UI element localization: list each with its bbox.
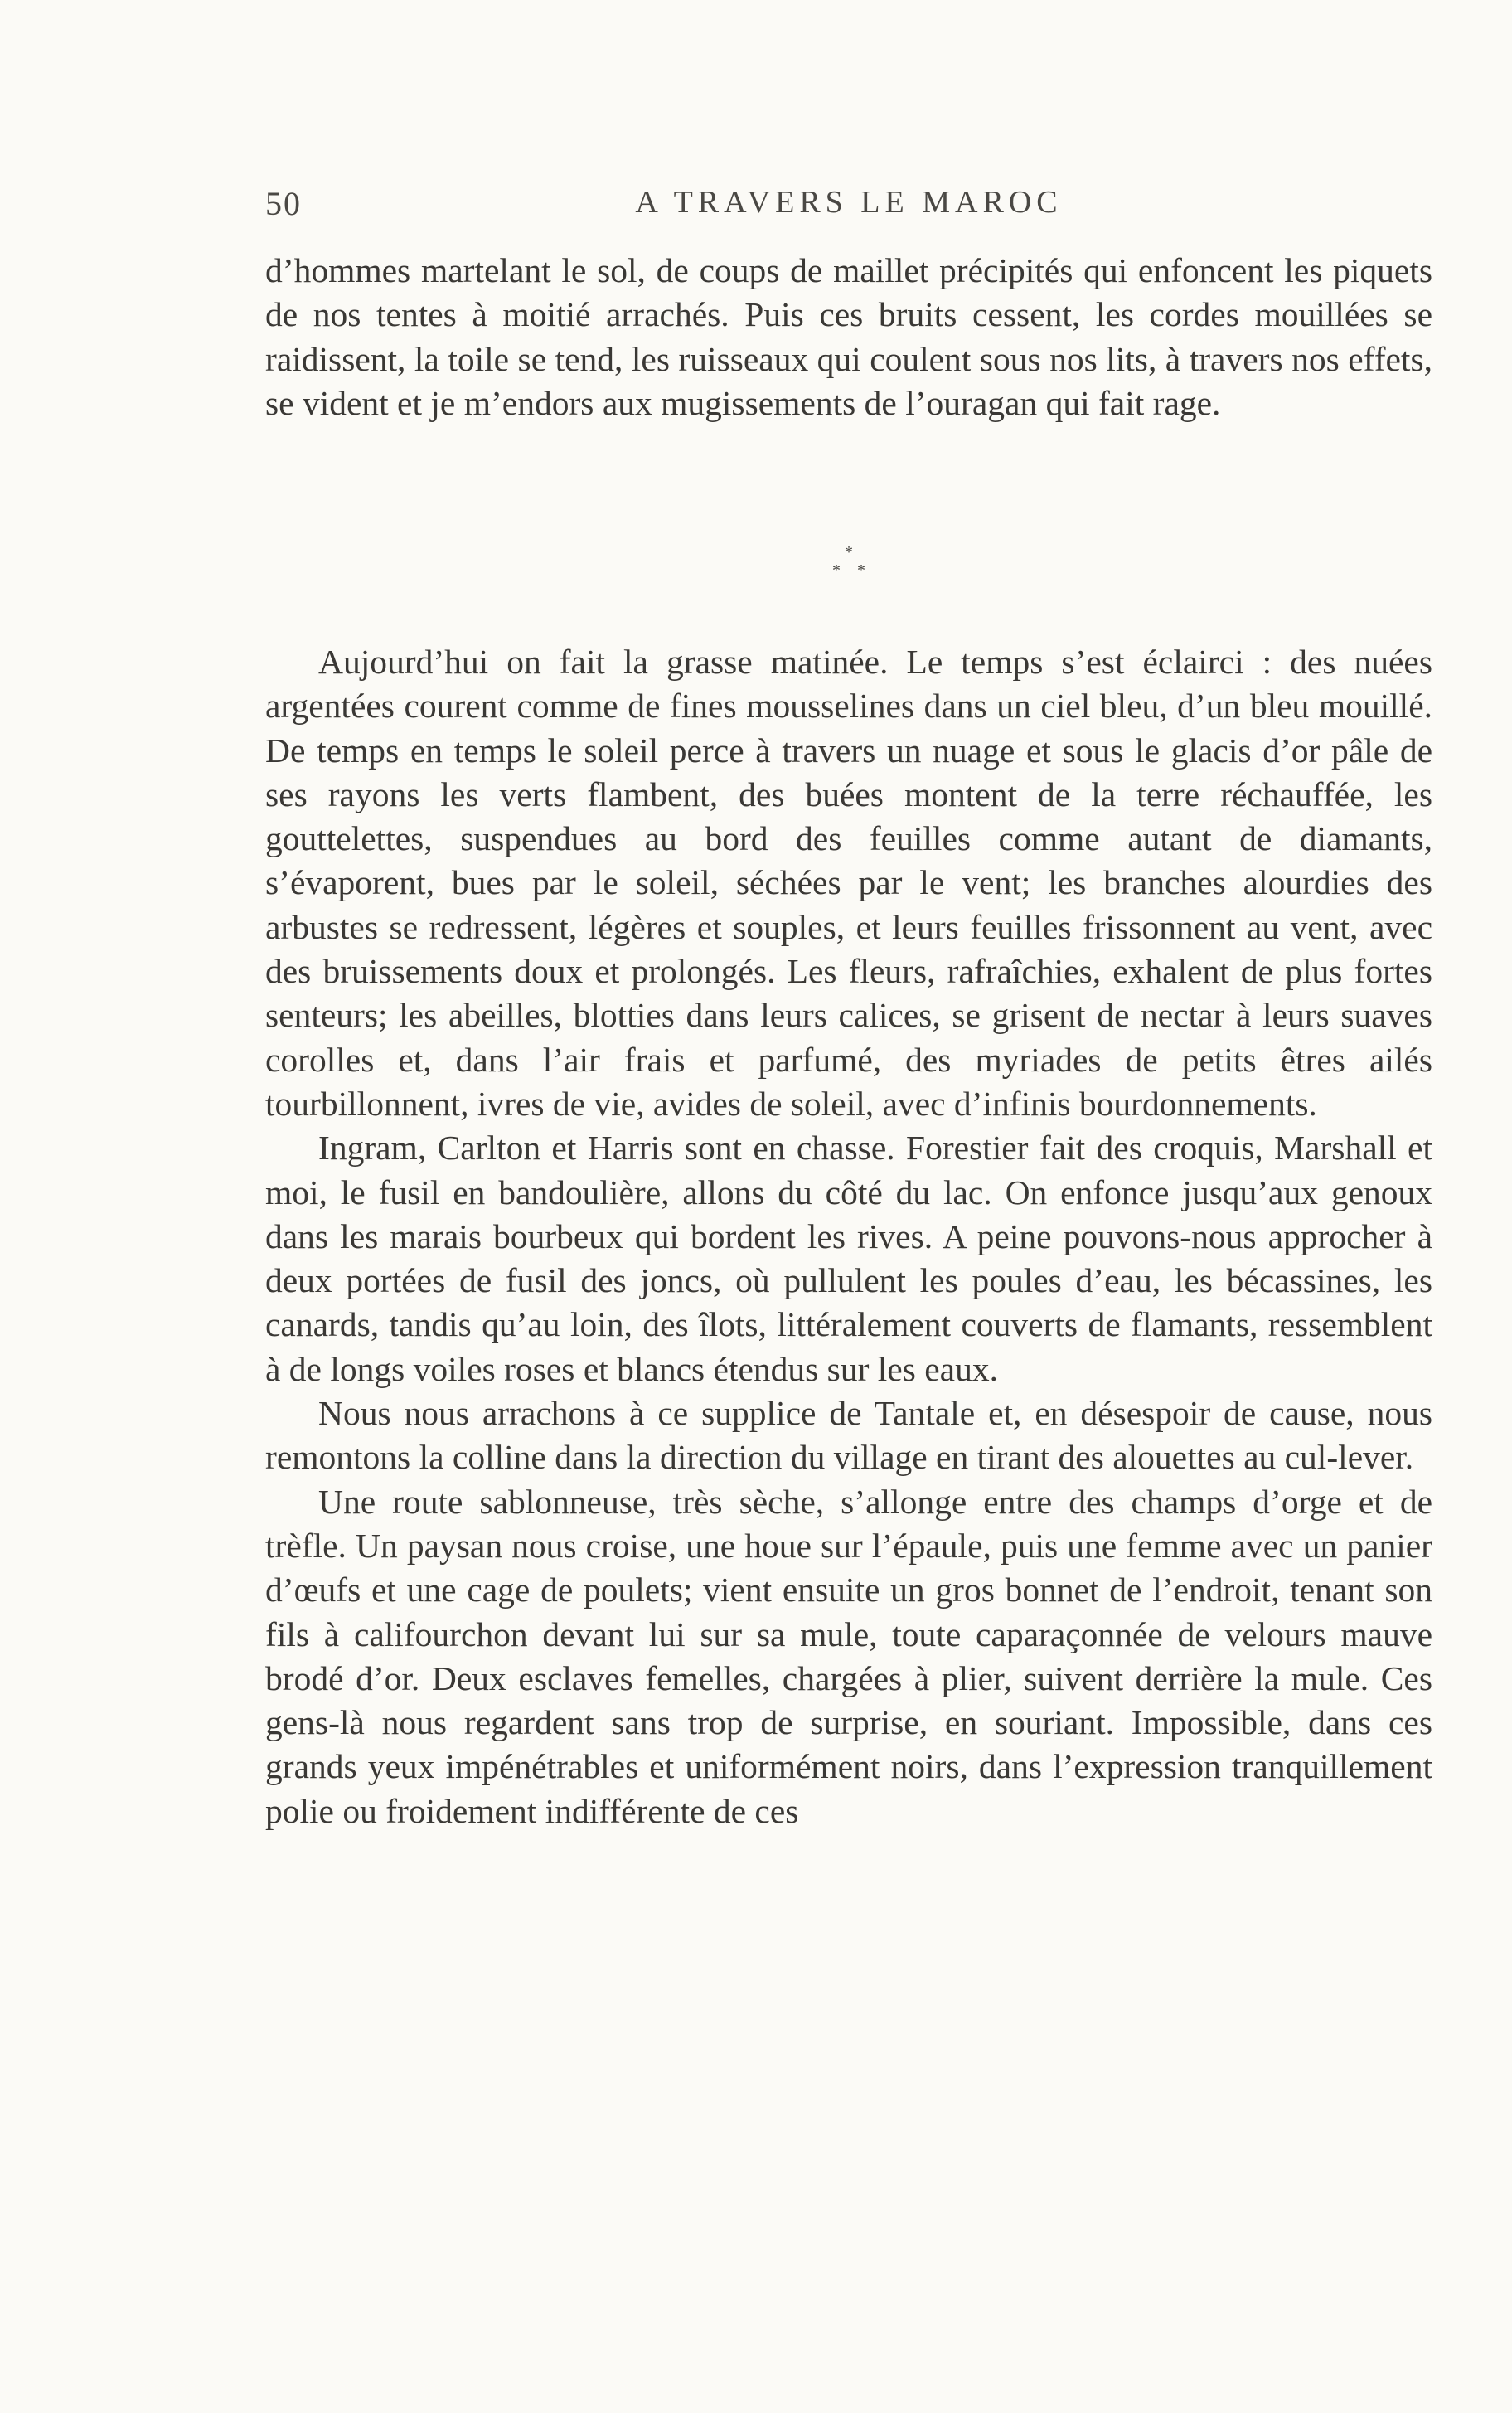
asterism-bottom-stars: ** — [832, 561, 882, 580]
paragraph-aujourdhui: Aujourd’hui on fait la grasse matinée. Le temps s’est éclairci : des nuées argentées courent comme de fines mousselines dans un ciel bleu, d’un bleu mouillé. De temps en temps le soleil perce à travers un nuage et sous le glacis d’or pâle de ses rayons les verts flambent, des buées montent de la terre réchauffée, les gouttelettes, suspendues au bord des feuilles comme autant de diamants, s’évaporent, bues par le soleil, séchées par le vent; les branches alourdies des arbustes se redressent, légères et souples, et leurs feuilles frissonnent au vent, avec des bruissements doux et prolongés. Les fleurs, rafraîchies, exhalent de plus fortes senteurs; les abeilles, blotties dans leurs calices, se grisent de nectar à leurs suaves corolles et, dans l’air frais et parfumé, des myriades de petits êtres ailés tourbillonnent, ivres de vie, avides de soleil, avec d’infinis bourdonnements. — [265, 643, 1432, 1123]
paragraph-nous: Nous nous arrachons à ce supplice de Tantale et, en désespoir de cause, nous remontons la colline dans la direction du village en tirant des alouettes au cul-lever. — [265, 1394, 1432, 1477]
page-number: 50 — [265, 185, 302, 222]
running-title: A TRAVERS LE MAROC — [635, 185, 1063, 220]
paragraph-ingram: Ingram, Carlton et Harris sont en chasse. Forestier fait des croquis, Marshall et moi, le fusil en bandoulière, allons du côté du lac. On enfonce jusqu’aux genoux dans les marais bourbeux qui bordent les rives. A peine pouvons-nous approcher à deux portées de fusil des joncs, où pullulent les poules d’eau, les bécassines, les canards, tandis qu’au loin, des îlots, littéralement couverts de flamants, ressemblent à de longs voiles roses et blancs étendus sur les eaux. — [265, 1129, 1432, 1388]
paragraph-route: Une route sablonneuse, très sèche, s’allonge entre des champs d’orge et de trèfle. Un paysan nous croise, une houe sur l’épaule, puis une femme avec un panier d’œufs et une cage de poulets; vient ensuite un gros bonnet de l’endroit, tenant son fils à califourchon devant lui sur sa mule, toute caparaçonnée de velours mauve brodé d’or. Deux esclaves femelles, chargées à plier, suivent derrière la mule. Ces gens-là nous regardent sans trop de surprise, en souriant. Impossible, dans ces grands yeux impénétrables et uniformément noirs, dans l’expression tranquillement polie ou froidement indifférente de ces — [265, 1482, 1432, 1830]
page-header — [265, 184, 1432, 226]
section-separator-asterism — [265, 543, 1432, 593]
paragraph-continuation: d’hommes martelant le sol, de coups de maillet précipités qui enfoncent les piquets de nos tentes à moitié arrachés. Puis ces bruits cessent, les cordes mouillées se raidissent, la toile se tend, les ruisseaux qui coulent sous nos lits, à travers nos effets, se vident et je m’endors aux mugissements de l’ouragan qui fait rage. — [265, 251, 1432, 422]
asterism-top-star: * — [845, 543, 853, 561]
text-block-continuation — [265, 249, 1432, 425]
text-block-main — [265, 640, 1432, 1833]
